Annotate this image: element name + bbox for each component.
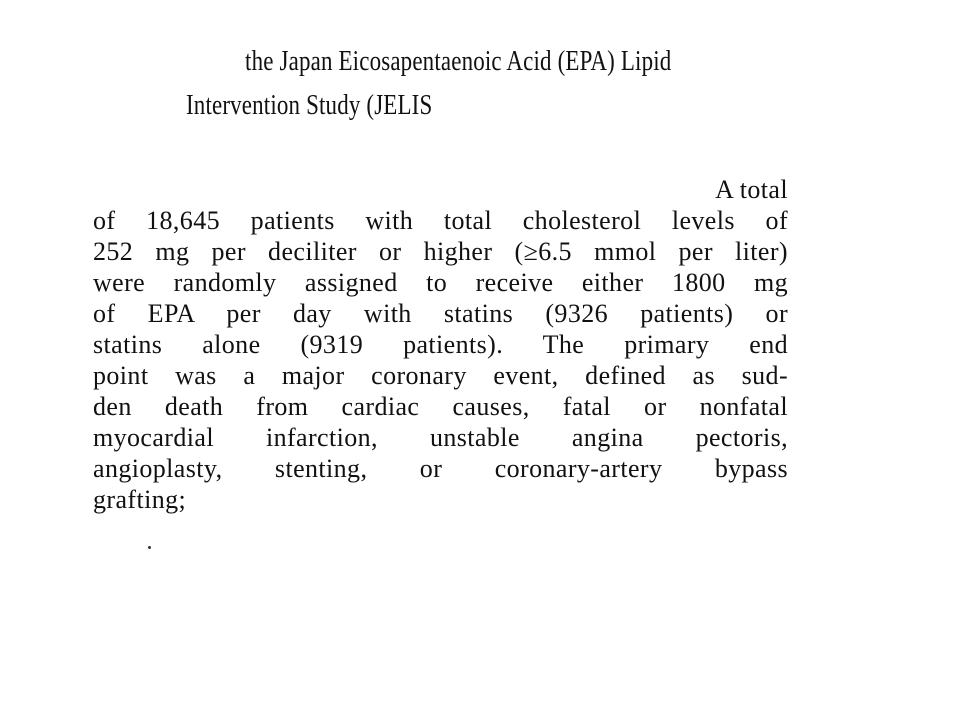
paragraph-line: grafting; [93, 485, 187, 514]
title-line: the Japan Eicosapentaenoic Acid (EPA) Lipid [245, 46, 672, 77]
paragraph-line: of EPA per day with statins (9326 patients) or [93, 299, 788, 328]
paragraph-line: myocardial infarction, unstable angina pectoris, [93, 423, 788, 452]
excerpt-paragraph [93, 174, 788, 515]
paragraph-line: point was a major coronary event, defined as sud- [93, 361, 788, 390]
paragraph-line: 252 mg per deciliter or higher (≥6.5 mmol per liter) [93, 237, 788, 266]
paragraph-line: den death from cardiac causes, fatal or nonfatal [93, 392, 788, 421]
paragraph-line: A total [715, 175, 788, 204]
paragraph-line: of 18,645 patients with total cholesterol levels of [93, 206, 788, 235]
paragraph-line: were randomly assigned to receive either 1800 mg [93, 268, 788, 297]
paragraph-line: statins alone (9319 patients). The primary end [93, 330, 788, 359]
scan-artifact-dot [148, 546, 151, 549]
title-line: Intervention Study (JELIS [186, 90, 433, 121]
paragraph-line: angioplasty, stenting, or coronary-artery bypass [93, 454, 788, 483]
slide-title [186, 40, 672, 128]
